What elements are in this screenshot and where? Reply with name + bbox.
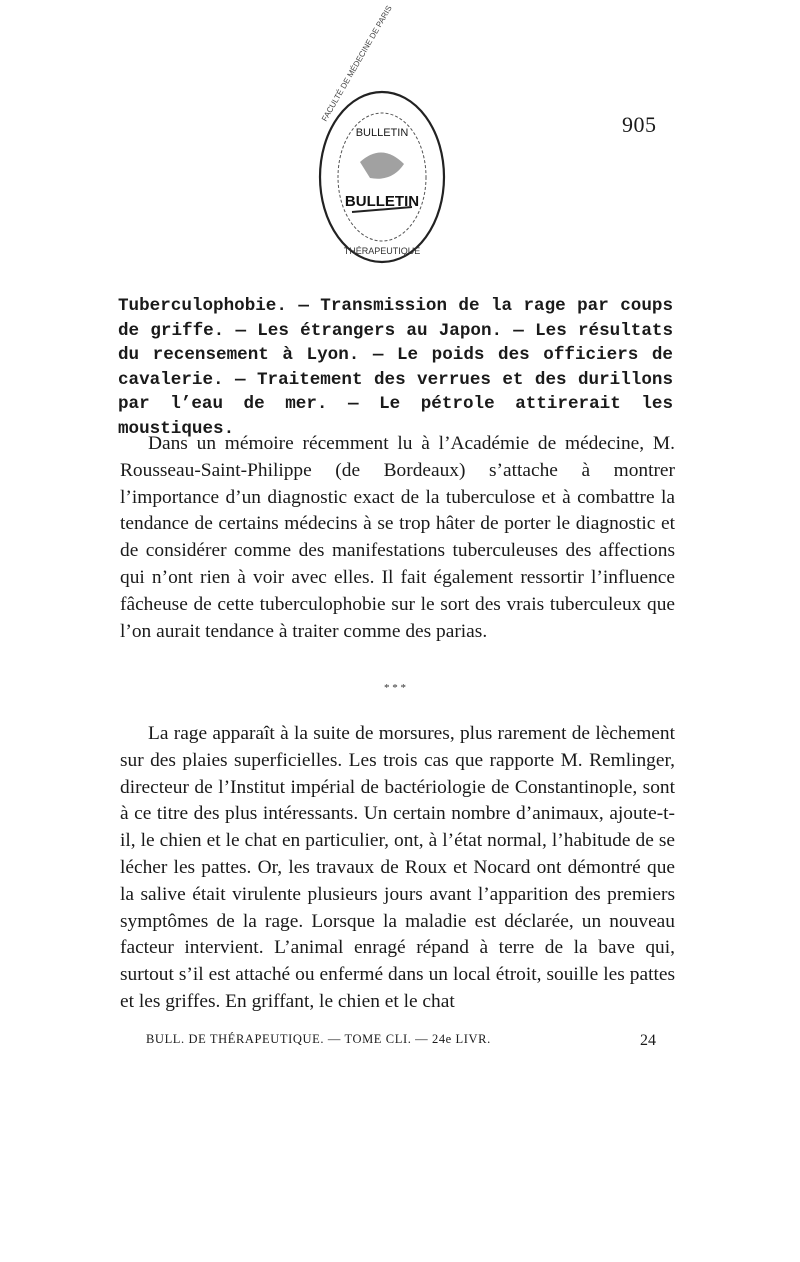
page-number: 905 bbox=[622, 112, 657, 137]
stamp-bottom-text: THÉRAPEUTIQUE bbox=[343, 246, 421, 256]
footer-journal-title: BULL. DE THÉRAPEUTIQUE. — TOME CLI. — 24e LIVR. bbox=[146, 1032, 491, 1046]
stamp-ring-text: FACULTÉ DE MÉDECINE DE PARIS bbox=[319, 4, 394, 123]
paragraph-tuberculophobie: Dans un mémoire récemment lu à l’Académie de médecine, M. Rousseau-Saint-Philippe (de Bordeaux) s’attache à montrer l’importance d’un diagnostic exact de la tuberculose et à combattre la tendance de certains médecins à se trop hâter de porter le diagnostic et de considérer comme des manifestations tuberculeuses des affections qui n’ont rien à voir avec elles. Il fait également ressortir l’influence fâcheuse de cette tuberculophobie sur le sort des vrais tuberculeux que l’on aurait tendance à traiter comme des parias. bbox=[120, 433, 675, 642]
stamp-center-text: BULLETIN bbox=[344, 193, 420, 210]
section-separator: * * * bbox=[384, 682, 406, 694]
stamp-icon bbox=[312, 4, 452, 272]
page-footer bbox=[146, 1032, 656, 1050]
footer-signature-number: 24 bbox=[640, 1032, 656, 1049]
library-stamp bbox=[312, 4, 452, 272]
paragraph-rage: La rage apparaît à la suite de morsures, plus rarement de lèchement sur des plaies superficielles. Les trois cas que rapporte M. Remlinger, directeur de l’Institut impérial de bactériologie de Constantinople, sont à ce titre des plus intéressants. Un certain nombre d’animaux, ajoute-t-il, le chien et le chat en particulier, ont, à l’état normal, l’habitude de se lécher les pattes. Or, les travaux de Roux et Nocard ont démontré que la salive était virulente plusieurs jours avant l’apparition des premiers symptômes de la rage. Lorsque la maladie est déclarée, un nouveau facteur intervient. L’animal enragé répand à terre de la bave qui, surtout s’il est attaché ou enfermé dans un local étroit, souille les pattes et les griffes. En griffant, le chien et le chat bbox=[120, 723, 675, 1012]
article-summary: Tuberculophobie. — Transmission de la rage par coups de griffe. — Les étrangers au Japon. — Les résultats du recensement à Lyon. — Le poids des officiers de cavalerie. — Traitement des verrues et des durillons par l’eau de mer. — Le pétrole attirerait les moustiques. bbox=[118, 296, 673, 439]
stamp-top-text: BULLETIN bbox=[355, 127, 409, 139]
